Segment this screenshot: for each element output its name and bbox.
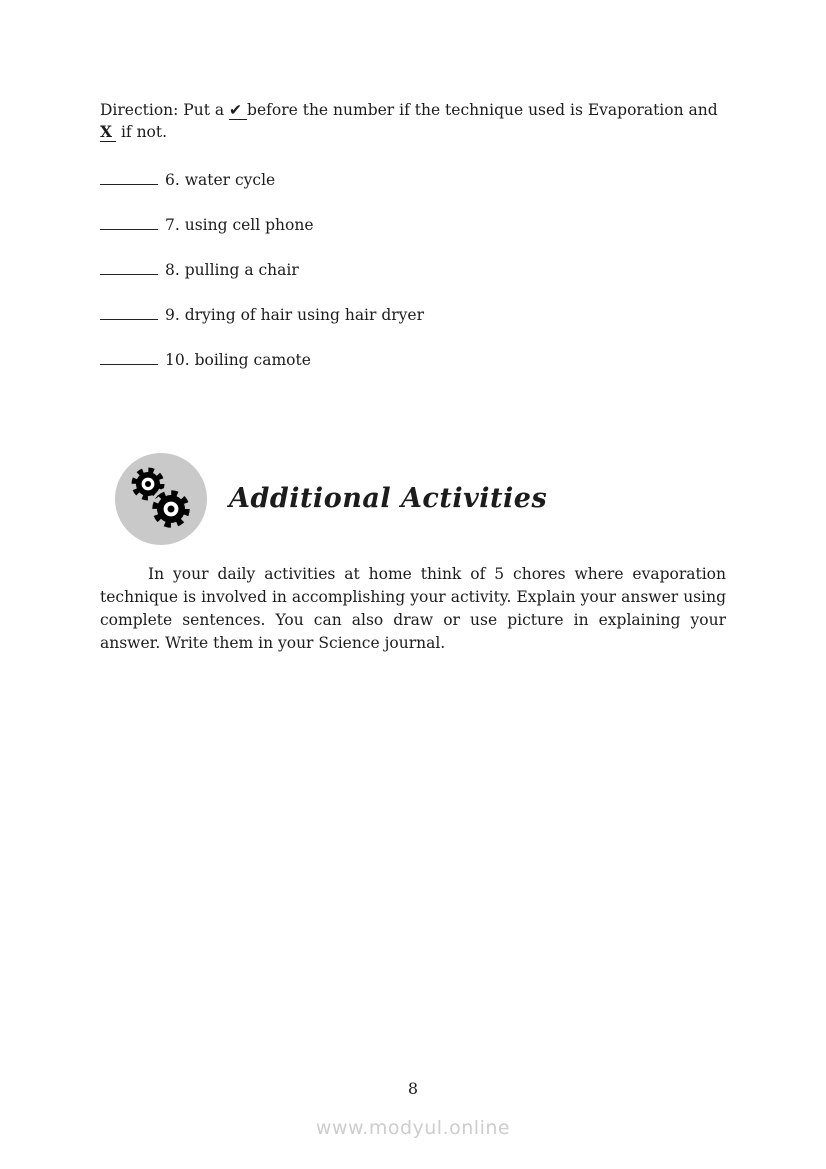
watermark: www.modyul.online: [315, 1117, 511, 1139]
list-item-label: 9. drying of hair using hair dryer: [165, 306, 425, 324]
list-item-label: 6. water cycle: [165, 171, 276, 189]
list-item: [100, 351, 726, 369]
list-item-label: 8. pulling a chair: [165, 261, 299, 279]
check-mark: ✔: [229, 101, 247, 120]
x-mark: X: [100, 122, 116, 142]
direction-prefix: Direction: Put a: [100, 101, 230, 119]
answer-blank: [100, 351, 158, 365]
gears-icon: [115, 453, 207, 545]
question-list: [100, 171, 726, 369]
section-title: Additional Activities: [229, 483, 548, 514]
list-item: [100, 306, 726, 324]
list-item: [100, 171, 726, 189]
direction-text: [100, 99, 726, 143]
direction-suffix: if not.: [116, 123, 168, 141]
list-item: [100, 216, 726, 234]
answer-blank: [100, 216, 158, 230]
list-item-label: 7. using cell phone: [165, 216, 314, 234]
list-item-label: 10. boiling camote: [165, 351, 311, 369]
direction-middle: before the number if the technique used is Evaporation and: [247, 101, 718, 119]
answer-blank: [100, 306, 158, 320]
section-header: [115, 451, 726, 546]
answer-blank: [100, 261, 158, 275]
answer-blank: [100, 171, 158, 185]
list-item: [100, 261, 726, 279]
activity-paragraph: In your daily activities at home think of 5 chores where evaporation technique is involved in accomplishing your activity. Explain your answer using complete sentences. You can also draw or use picture in explaining your answer. Write them in your Science journal.: [100, 565, 726, 652]
page-number: 8: [407, 1079, 419, 1098]
